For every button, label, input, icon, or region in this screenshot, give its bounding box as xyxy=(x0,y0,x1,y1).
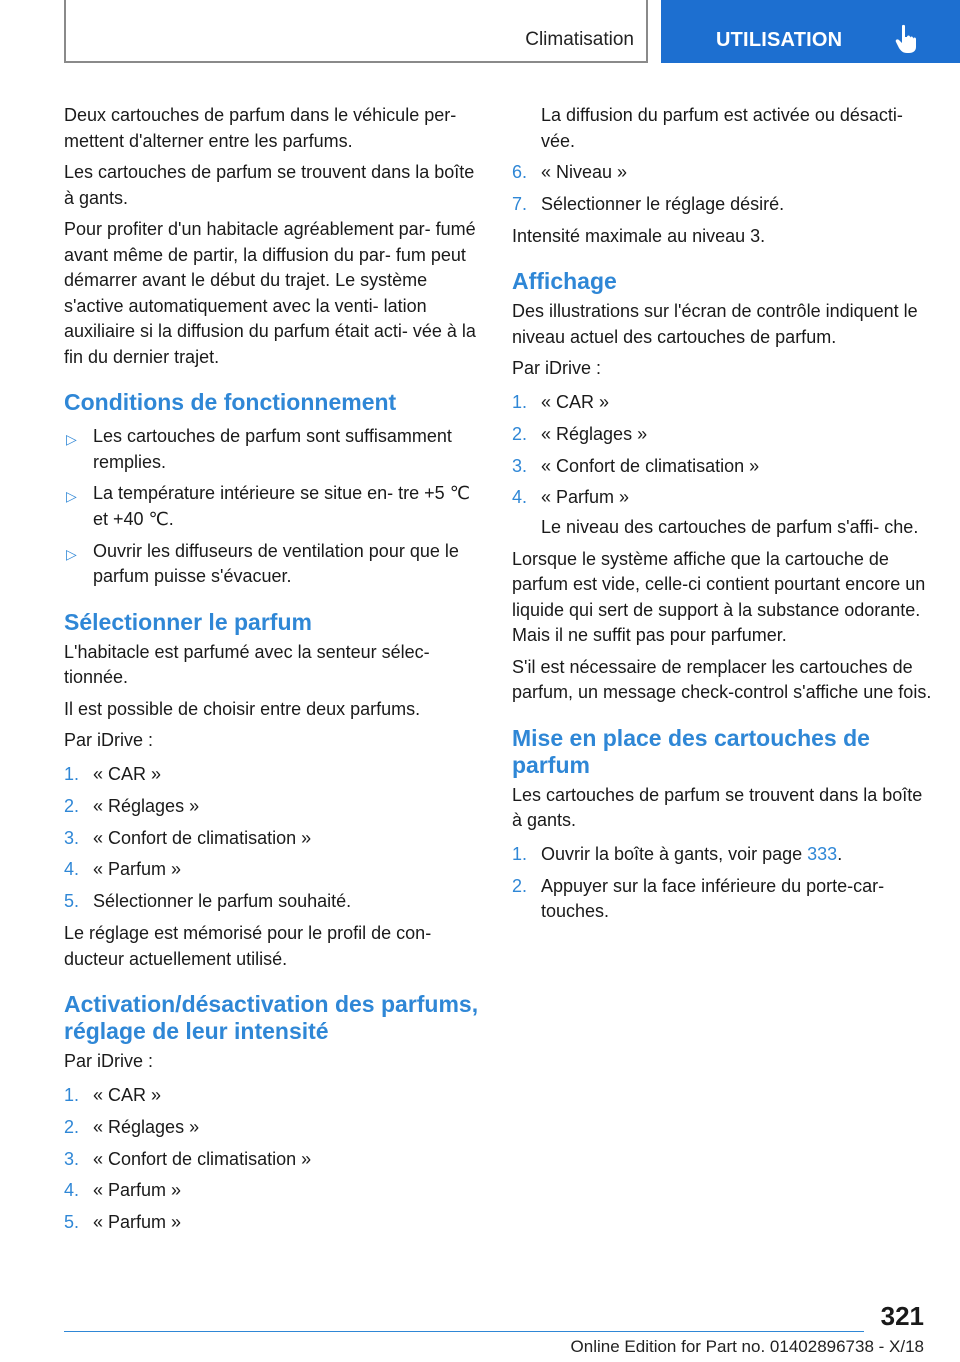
list-item: 2. « Réglages » xyxy=(64,795,200,816)
pointing-hand-icon xyxy=(895,24,921,54)
intro-paragraph-2: Les cartouches de parfum se trouvent dans la boîte à gants. xyxy=(64,162,475,208)
list-item: ▷ Ouvrir les diffuseurs de ventilation pour que le parfum puisse s'évacuer. xyxy=(66,540,459,587)
header-chapter-tab xyxy=(661,0,960,63)
display-step-4-detail: Le niveau des cartouches de parfum s'affi‐ che. xyxy=(541,517,919,538)
select-paragraph-2: Il est possible de choisir entre deux parfums. xyxy=(64,698,421,719)
display-paragraph-1: Des illustrations sur l'écran de contrôle indiquent le niveau actuel des cartouches de parfum. xyxy=(512,301,918,347)
activation-step-5-detail: La diffusion du parfum est activée ou désacti‐ vée. xyxy=(541,105,903,151)
list-item: 3. « Confort de climatisation » xyxy=(64,1148,312,1169)
list-item: 3. « Confort de climatisation » xyxy=(64,827,312,848)
heading-activation: Activation/désactivation des parfums, réglage de leur intensité xyxy=(64,991,479,1045)
select-paragraph-1: L'habitacle est parfumé avec la senteur sélec‐ tionnée. xyxy=(64,641,430,688)
conditions-list xyxy=(64,424,482,590)
display-paragraph-3: Lorsque le système affiche que la cartouche de parfum est vide, celle-ci contient pourtant encore un liquide qui sert de support à la substance odorante. Mais il ne suffit pas pour parfumer. xyxy=(512,548,926,646)
heading-select-perfume: Sélectionner le parfum xyxy=(64,608,312,635)
left-column xyxy=(64,103,482,1242)
install-steps xyxy=(512,842,932,925)
display-steps xyxy=(512,390,932,511)
list-item: 3. « Confort de climatisation » xyxy=(512,455,760,476)
activation-steps xyxy=(64,1083,482,1236)
list-item: 2. Appuyer sur la face inférieure du porte-car‐ touches. xyxy=(512,875,885,922)
triangle-bullet-icon: ▷ xyxy=(66,545,77,562)
page-number: 321 xyxy=(880,1301,924,1331)
activation-steps-continued xyxy=(512,160,932,217)
footer-edition: Online Edition for Part no. 01402896738 - X/18 xyxy=(570,1337,924,1356)
section-title: Climatisation xyxy=(525,29,634,50)
header-section-box xyxy=(64,0,648,63)
list-item: 4. « Parfum » xyxy=(64,1180,182,1201)
list-item: 5. « Parfum » xyxy=(64,1212,182,1233)
triangle-bullet-icon: ▷ xyxy=(66,488,77,505)
list-item: 7. Sélectionner le réglage désiré. xyxy=(512,193,785,214)
activation-paragraph-1: Par iDrive : xyxy=(64,1051,154,1072)
heading-install: Mise en place des cartouches de parfum xyxy=(512,724,870,778)
list-item: 1. « CAR » xyxy=(64,763,162,784)
list-item: 1. « CAR » xyxy=(64,1084,162,1105)
intro-paragraph-1: Deux cartouches de parfum dans le véhicule per‐ mettent d'alterner entre les parfums. xyxy=(64,105,457,151)
list-item: 4. « Parfum » xyxy=(64,859,182,880)
list-item: ▷ La température intérieure se situe en‐ tre +5 ℃ et +40 ℃. xyxy=(66,483,470,529)
right-column xyxy=(512,103,932,931)
list-item: 2. « Réglages » xyxy=(512,423,648,444)
display-paragraph-2: Par iDrive : xyxy=(512,358,602,379)
heading-conditions: Conditions de fonctionnement xyxy=(64,389,397,415)
select-steps xyxy=(64,762,482,915)
list-item: ▷ Les cartouches de parfum sont suffisamment remplies. xyxy=(66,426,452,472)
install-paragraph-1: Les cartouches de parfum se trouvent dans la boîte à gants. xyxy=(512,784,923,831)
list-item: 4. « Parfum » xyxy=(512,487,630,508)
list-item: 2. « Réglages » xyxy=(64,1116,200,1137)
select-paragraph-4: Le réglage est mémorisé pour le profil de con‐ ducteur actuellement utilisé. xyxy=(64,923,432,969)
display-paragraph-4: S'il est nécessaire de remplacer les cartouches de parfum, un message check-control s'affiche une fois. xyxy=(512,656,932,703)
list-item: 5. Sélectionner le parfum souhaité. xyxy=(64,891,352,912)
list-item: 1. Ouvrir la boîte à gants, voir page 333. xyxy=(512,843,843,864)
select-paragraph-3: Par iDrive : xyxy=(64,730,154,751)
footer-divider xyxy=(64,1331,864,1332)
triangle-bullet-icon: ▷ xyxy=(66,431,77,447)
page-link[interactable]: 333 xyxy=(807,843,838,864)
max-intensity-text: Intensité maximale au niveau 3. xyxy=(512,225,766,246)
intro-paragraph-3: Pour profiter d'un habitacle agréablement par‐ fumé avant même de partir, la diffusion du par‐ fum peut démarrer avant le début du trajet. Le système s'active automatiquement avec la venti‐ lation auxiliaire si la diffusion du parfum était acti‐ vée à la fin du dernier trajet. xyxy=(64,219,476,367)
heading-display: Affichage xyxy=(512,268,617,295)
list-item: 6. « Niveau » xyxy=(512,162,628,182)
list-item: 1. « CAR » xyxy=(512,391,610,412)
chapter-title: UTILISATION xyxy=(716,29,843,51)
